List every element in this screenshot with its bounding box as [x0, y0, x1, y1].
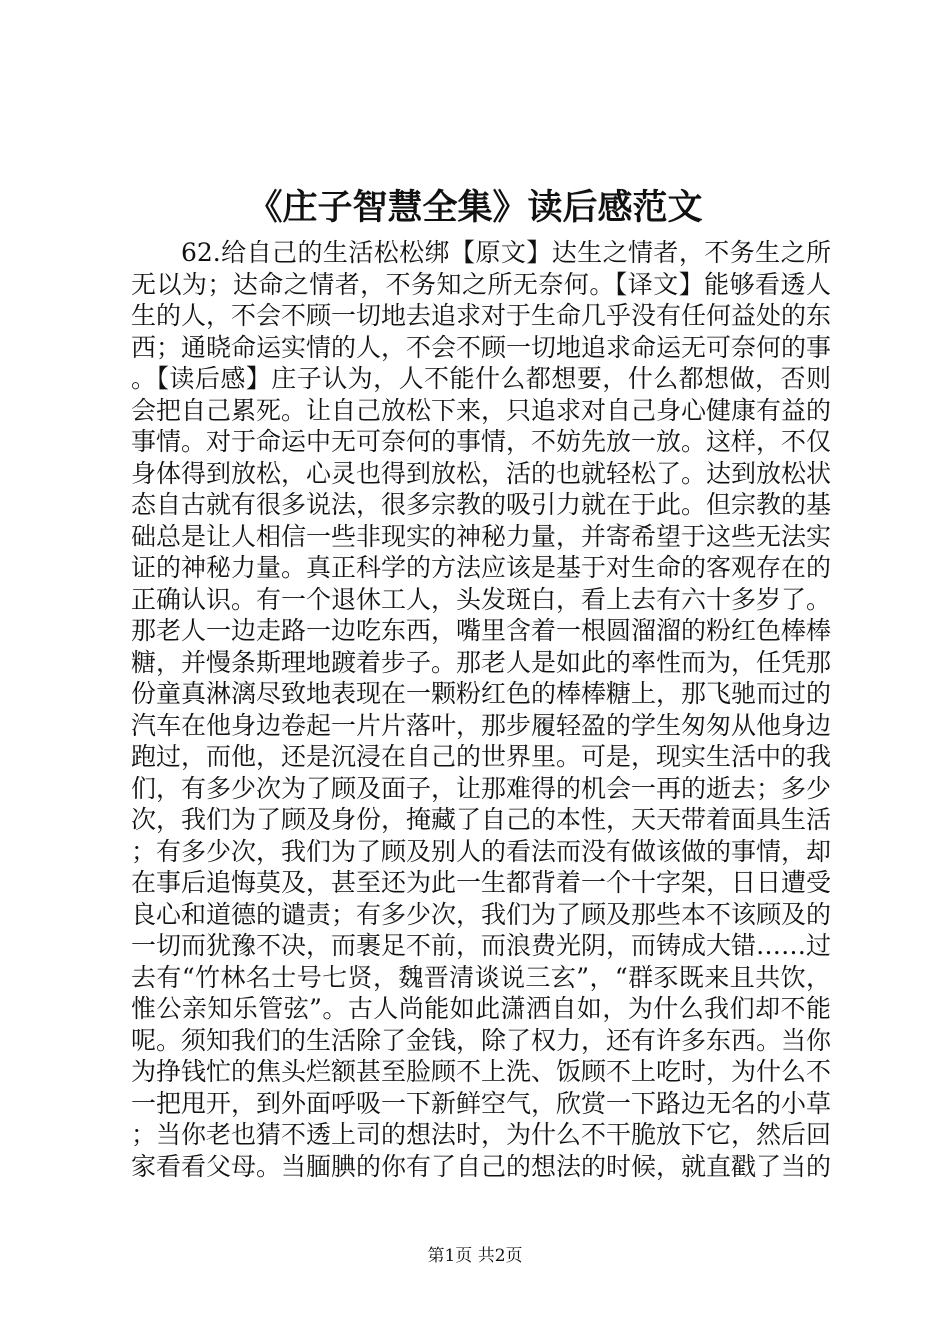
document-body: 62.给自己的生活松松绑【原文】达生之情者，不务生之所无以为；达命之情者，不务知之所无奈何。【译文】能够看透人生的人，不会不顾一切地去追求对于生命几乎没有任何益处的东西；通晓命运实情的人，不会不顾一切地追求命运无可奈何的事。【读后感】庄子认为，人不能什么都想要，什么都想做，否则会把自己累死。让自己放松下来，只追求对自己身心健康有益的事情。对于命运中无可奈何的事情，不妨先放一放。这样，不仅身体得到放松，心灵也得到放松，活的也就轻松了。达到放松状态自古就有很多说法，很多宗教的吸引力就在于此。但宗教的基础总是让人相信一些非现实的神秘力量，并寄希望于这些无法实证的神秘力量。真正科学的方法应该是基于对生命的客观存在的正确认识。有一个退休工人，头发斑白，看上去有六十多岁了。那老人一边走路一边吃东西，嘴里含着一根圆溜溜的粉红色棒棒糖，并慢条斯理地踱着步子。那老人是如此的率性而为，任凭那份童真淋漓尽致地表现在一颗粉红色的棒棒糖上，那飞驰而过的汽车在他身边卷起一片片落叶，那步履轻盈的学生匆匆从他身边跑过，而他，还是沉浸在自己的世界里。可是，现实生活中的我们，有多少次为了顾及面子，让那难得的机会一再的逝去；多少次，我们为了顾及身份，掩藏了自己的本性，天天带着面具生活；有多少次，我们为了顾及别人的看法而没有做该做的事情，却在事后追悔莫及，甚至还为此一生都背着一个十字架，日日遭受良心和道德的谴责；有多少次，我们为了顾及那些本不该顾及的一切而犹豫不决，而裹足不前，而浪费光阴，而铸成大错……过去有“竹林名士号七贤，魏晋清谈说三玄”，“群豕既来且共饮，惟公亲知乐管弦”。古人尚能如此潇洒自如，为什么我们却不能呢。须知我们的生活除了金钱，除了权力，还有许多东西。当你为挣钱忙的焦头烂额甚至脸顾不上洗、饭顾不上吃时，为什么不一把甩开，到外面呼吸一下新鲜空气，欣赏一下路边无名的小草；当你老也猜不透上司的想法时，为什么不干脆放下它，然后回家看看父母。当腼腆的你有了自己的想法的时候，就直戳了当的 — [131, 238, 832, 1181]
page-footer: 第1页 共2页 — [427, 1246, 523, 1266]
document-title: 《庄子智慧全集》读后感范文 — [247, 187, 703, 228]
